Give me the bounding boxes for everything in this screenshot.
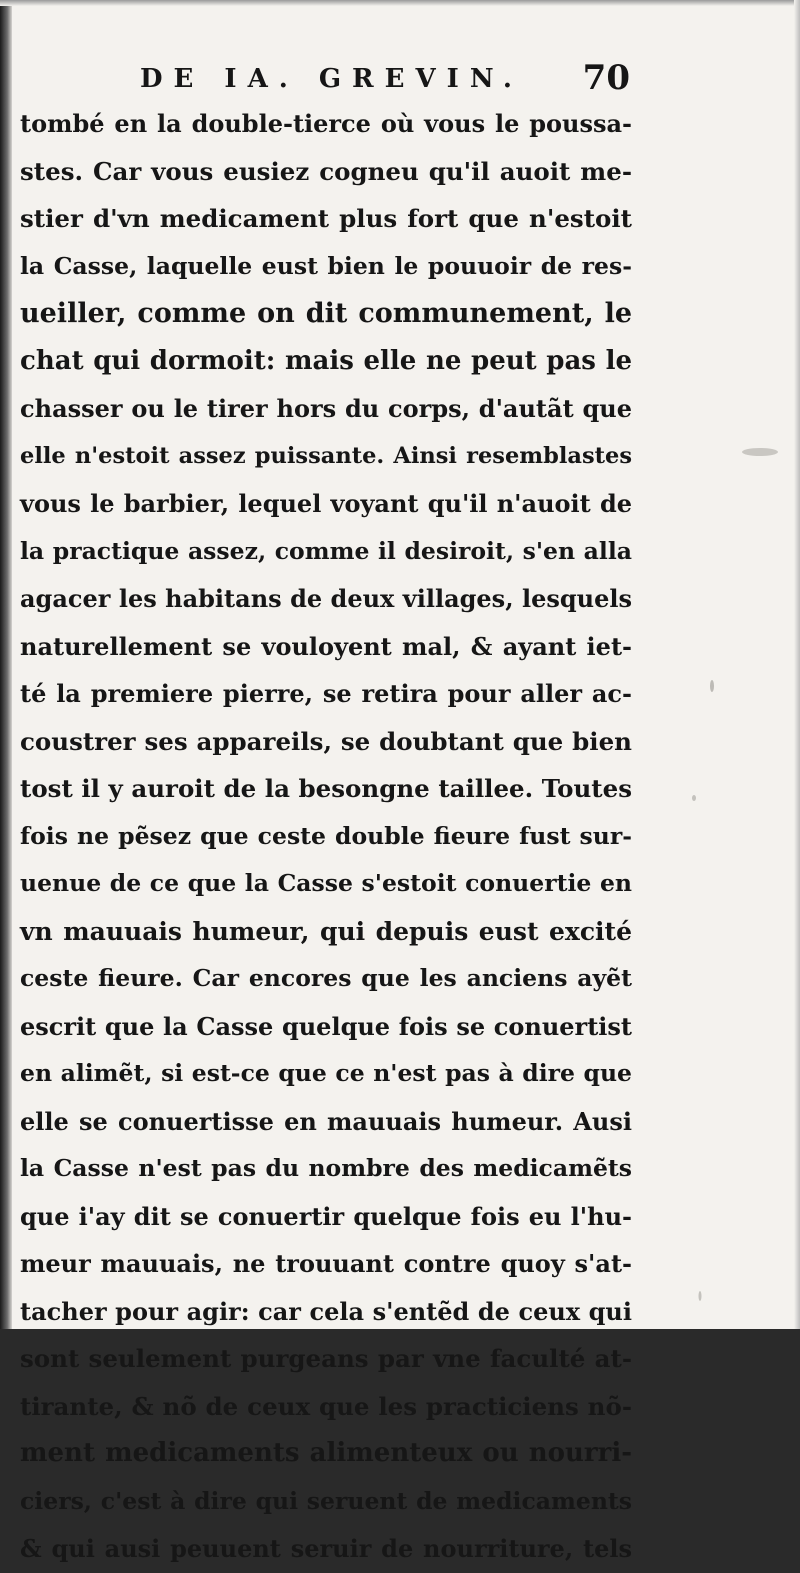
text-line: escrit que la Casse quelque fois se conuertist — [20, 1011, 632, 1041]
text-line: agacer les habitans de deux villages, lesquels — [20, 584, 632, 613]
text-line: stes. Car vous eusiez cogneu qu'il auoit me- — [20, 156, 632, 186]
text-line: ceste fieure. Car encores que les anciens ayẽt — [20, 964, 632, 992]
text-line: coustrer ses appareils, se doubtant que bien — [20, 726, 632, 756]
text-line: tacher pour agir: car cela s'entẽd de ceux qui — [20, 1296, 632, 1326]
running-title: DE IA. GREVIN. — [140, 64, 523, 94]
text-line: fois ne pẽsez que ceste double fieure fust sur- — [20, 821, 632, 850]
text-line: vous le barbier, lequel voyant qu'il n'auoit de — [20, 489, 632, 518]
text-line: vn mauuais humeur, qui depuis eust excité — [20, 916, 632, 946]
text-line: en alimẽt, si est-ce que ce n'est pas à dire que — [20, 1059, 632, 1087]
page-number: 70 — [582, 58, 630, 98]
text-line: chasser ou le tirer hors du corps, d'autãt que — [20, 394, 632, 423]
body-text — [20, 100, 632, 1573]
text-line: té la premiere pierre, se retira pour aller ac- — [20, 679, 632, 708]
text-line: & qui ausi peuuent seruir de nourriture, tels — [20, 1534, 632, 1563]
text-line: tombé en la double-tierce où vous le poussa- — [20, 109, 632, 138]
text-line: la Casse, laquelle eust bien le pouuoir de res- — [20, 251, 632, 280]
text-line: elle n'estoit assez puissante. Ainsi resemblastes — [20, 442, 632, 469]
running-header — [140, 58, 630, 98]
text-line: ciers, c'est à dire qui seruent de medicaments — [20, 1486, 632, 1515]
text-line: uenue de ce que la Casse s'estoit conuertie en — [20, 869, 632, 897]
text-line: ueiller, comme on dit communement, le — [20, 298, 632, 329]
text-line: ment medicaments alimenteux ou nourri- — [20, 1438, 632, 1468]
text-line: chat qui dormoit: mais elle ne peut pas le — [20, 345, 632, 376]
text-line: elle se conuertisse en mauuais humeur. Ausi — [20, 1106, 632, 1136]
text-line: stier d'vn medicament plus fort que n'estoit — [20, 204, 632, 233]
text-line: naturellement se vouloyent mal, & ayant iet- — [20, 631, 632, 661]
text-line: la Casse n'est pas du nombre des medicamẽts — [20, 1154, 632, 1182]
text-line: que i'ay dit se conuertir quelque fois eu l'hu- — [20, 1201, 632, 1231]
text-line: tirante, & nõ de ceux que les practiciens nõ- — [20, 1391, 632, 1421]
text-line: sont seulement purgeans par vne faculté at- — [20, 1344, 632, 1373]
text-line: la practique assez, comme il desiroit, s'en alla — [20, 536, 632, 565]
text-line: tost il y auroit de la besongne taillee. Toutes — [20, 774, 632, 803]
text-line: meur mauuais, ne trouuant contre quoy s'at- — [20, 1249, 632, 1278]
